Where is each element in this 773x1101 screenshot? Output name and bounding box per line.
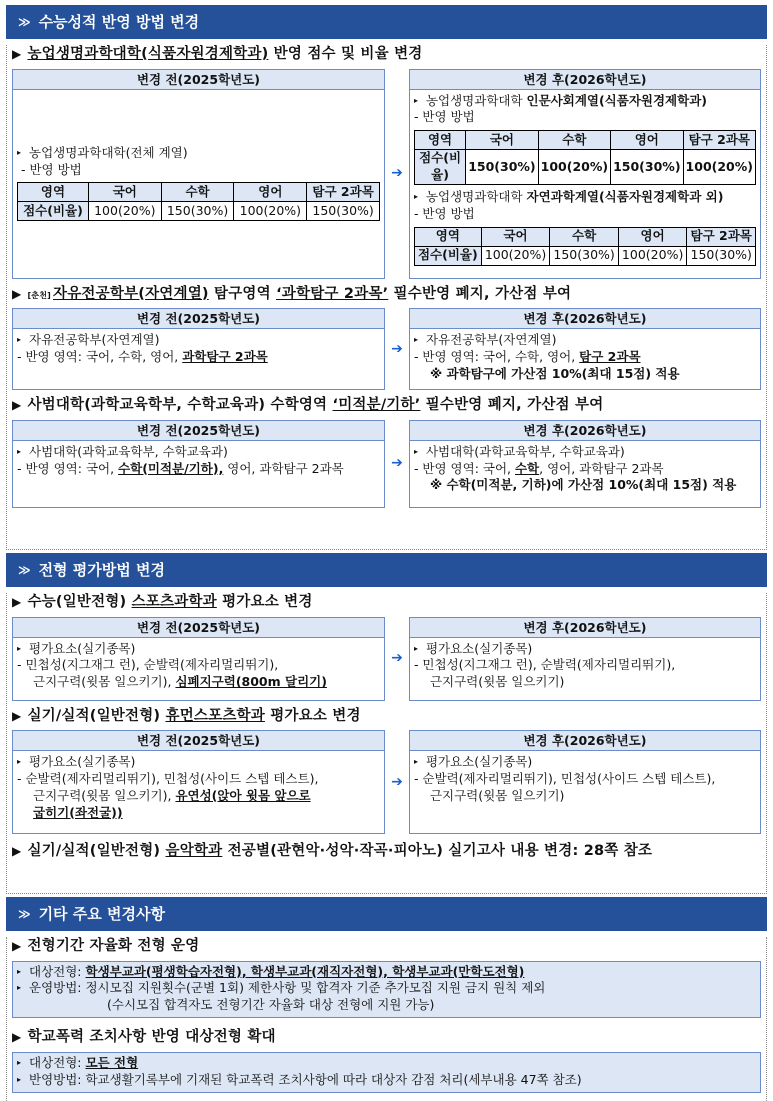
free-heading-dept: 자유전공학부(자연계열) — [53, 285, 209, 302]
violence-list — [12, 1052, 761, 1093]
bullet-icon: ▸ — [413, 757, 418, 767]
bullet-icon: ▸ — [413, 95, 418, 105]
table-cell: 100(20%) — [481, 246, 550, 265]
section-title: 전형 평가방법 변경 — [38, 560, 165, 579]
bullet-icon: ▸ — [17, 966, 22, 976]
bullet-icon: ▸ — [17, 446, 22, 456]
violence-l1-pre: 대상전형: — [29, 1054, 86, 1070]
violence-l2: 반영방법: 학교생활기록부에 기재된 학교폭력 조치사항에 따라 대상자 감점 처리(세부내용 47쪽 참조) — [29, 1071, 582, 1087]
table-header: 수학 — [161, 183, 234, 202]
agri-before-line2: - 반영 방법 — [21, 161, 82, 177]
human-before-l2: - 순발력(제자리멀리뛰기), 민첩성(사이드 스텝 테스트), — [17, 771, 319, 786]
section-evaluation — [6, 593, 767, 894]
bullet-line — [17, 1055, 756, 1072]
triangle-icon: ▶ — [12, 939, 22, 953]
triangle-icon: ▶ — [12, 1030, 22, 1045]
free-before-line1: 자유전공학부(자연계열) — [29, 332, 160, 348]
table-header-row — [18, 183, 380, 202]
table-row — [414, 246, 755, 265]
chevron-icon: ≫ — [18, 906, 31, 921]
sports-heading-post: 평가요소 변경 — [216, 594, 313, 610]
free-heading-mid: 탐구영역 — [208, 285, 277, 302]
before-header: 변경 전(2025학년도) — [13, 421, 384, 441]
section-banner-evaluation — [6, 553, 767, 587]
agri-after1-pre: 농업생명과학대학 — [425, 92, 527, 108]
sports-before-l1: 평가요소(실기종목) — [29, 640, 136, 656]
free-before-line2-u: 과학탐구 2과목 — [182, 349, 268, 364]
free-heading-post: 필수반영 폐지, 가산점 부여 — [388, 285, 572, 302]
sports-before-box — [12, 617, 385, 701]
free-after-line1: 자유전공학부(자연계열) — [425, 332, 557, 348]
violence-heading — [12, 1028, 761, 1048]
edu-before-line1: 사범대학(과학교육학부, 수학교육과) — [29, 443, 228, 459]
bullet-icon: ▸ — [17, 1074, 22, 1084]
before-header: 변경 전(2025학년도) — [13, 70, 384, 90]
bullet-line — [17, 145, 380, 162]
edu-after-line2 — [414, 461, 756, 478]
after-header: 변경 후(2026학년도) — [410, 70, 760, 90]
free-after-line2-u: 탐구 2과목 — [579, 349, 641, 364]
bullet-line — [17, 332, 380, 349]
table-cell: 150(30%) — [161, 202, 234, 221]
arrow-right-icon: ➔ — [391, 165, 403, 182]
table-header: 탐구 2과목 — [307, 183, 380, 202]
after-header: 변경 후(2026학년도) — [410, 421, 760, 441]
sports-after-l2: - 민첩성(지그재그 런), 순발력(제자리멀리뛰기), — [413, 657, 676, 673]
agri-before-box — [12, 69, 385, 279]
bullet-line — [414, 641, 756, 658]
agri-before-table — [17, 182, 380, 221]
bullet-icon: ▸ — [17, 147, 22, 157]
agri-compare — [12, 69, 761, 279]
triangle-icon: ▶ — [12, 286, 22, 301]
section-title: 수능성적 반영 방법 변경 — [38, 12, 200, 31]
table-cell: 점수(비율) — [414, 150, 465, 185]
agri-after1-sub: - 반영 방법 — [413, 109, 475, 125]
free-after-line2-pre: - 반영 영역: 국어, 수학, 영어, — [413, 349, 580, 364]
table-header: 영어 — [611, 131, 683, 150]
table-header: 국어 — [466, 131, 538, 150]
edu-after-line2-pre: - 반영 영역: 국어, — [413, 460, 515, 476]
bullet-icon: ▸ — [17, 757, 22, 767]
table-header: 수학 — [538, 131, 610, 150]
section-other — [6, 937, 767, 1101]
triangle-icon: ▶ — [12, 47, 22, 61]
table-cell: 100(20%) — [234, 202, 307, 221]
sports-after-body — [410, 638, 760, 700]
edu-before-line2-pre: - 반영 영역: 국어, — [17, 460, 119, 476]
after-header: 변경 후(2026학년도) — [410, 309, 760, 329]
edu-before-box — [12, 420, 385, 508]
human-after-box — [409, 730, 761, 834]
table-cell: 150(30%) — [611, 150, 683, 185]
after-header: 변경 후(2026학년도) — [410, 618, 760, 638]
bullet-icon: ▸ — [413, 192, 418, 202]
human-before-l4: 굽히기(좌전굴)) — [33, 804, 123, 820]
edu-compare — [12, 420, 761, 508]
table-cell: 점수(비율) — [414, 246, 481, 265]
table-cell: 100(20%) — [88, 202, 161, 221]
music-heading — [12, 842, 761, 862]
agri-after2-table — [414, 227, 756, 266]
table-header: 영역 — [18, 183, 89, 202]
section-title: 기타 주요 변경사항 — [38, 904, 165, 923]
edu-before-line2 — [17, 461, 380, 478]
human-compare — [12, 730, 761, 834]
sports-after-l1: 평가요소(실기종목) — [425, 640, 533, 656]
edu-after-box — [409, 420, 761, 508]
edu-before-body — [13, 441, 384, 507]
agri-before-line1: 농업생명과학대학(전체 계열) — [29, 144, 188, 160]
before-header: 변경 전(2025학년도) — [13, 309, 384, 329]
before-header: 변경 전(2025학년도) — [13, 618, 384, 638]
section-banner-score — [6, 5, 767, 39]
arrow-right-icon: ➔ — [391, 650, 403, 667]
edu-before-line2-post: 영어, 과학탐구 2과목 — [223, 460, 344, 476]
table-header: 영역 — [414, 227, 481, 246]
table-header: 탐구 2과목 — [683, 131, 755, 150]
bullet-line — [414, 332, 756, 349]
free-heading-subject: ‘과학탐구 2과목’ — [276, 285, 389, 302]
period-l2: 운영방법: 정시모집 지원횟수(군별 1회) 제한사항 및 합격자 기준 추가모집 지원 금지 원칙 제외 — [29, 980, 546, 996]
bullet-line — [17, 1072, 756, 1089]
table-cell: 100(20%) — [618, 246, 687, 265]
edu-after-body — [410, 441, 760, 507]
agri-after2-bold: 자연과학계열(식품자원경제학과 외) — [526, 189, 724, 205]
triangle-icon: ▶ — [12, 398, 22, 413]
sports-compare — [12, 617, 761, 701]
free-before-line2-pre: - 반영 영역: 국어, 수학, 영어, — [17, 349, 183, 364]
before-header: 변경 전(2025학년도) — [13, 731, 384, 751]
table-header: 영어 — [618, 227, 687, 246]
bullet-icon: ▸ — [413, 446, 418, 456]
after-header: 변경 후(2026학년도) — [410, 731, 760, 751]
free-after-note: ※ 과학탐구에 가산점 10%(최대 15점) 적용 — [429, 365, 680, 381]
human-after-l1: 평가요소(실기종목) — [425, 754, 533, 770]
free-before-body — [13, 329, 384, 389]
table-cell: 150(30%) — [550, 246, 619, 265]
sports-heading-pre: 수능(일반전형) — [27, 594, 132, 610]
section-banner-other — [6, 897, 767, 931]
table-cell: 150(30%) — [466, 150, 538, 185]
edu-after-line2-post: , 영어, 과학탐구 2과목 — [539, 460, 664, 476]
human-before-l3-u: 유연성(앉아 윗몸 앞으로 — [175, 787, 311, 803]
sports-heading — [12, 593, 761, 613]
bullet-line — [17, 754, 380, 771]
edu-heading-subject: ‘미적분/기하’ — [332, 397, 421, 414]
agri-after2-pre: 농업생명과학대학 — [425, 189, 527, 205]
music-heading-pre: 실기/실적(일반전형) — [27, 843, 166, 860]
period-list — [12, 961, 761, 1019]
sports-after-l3: 근지구력(윗몸 일으키기) — [429, 674, 565, 690]
table-header-row — [414, 131, 755, 150]
human-after-l2: - 순발력(제자리멀리뛰기), 민첩성(사이드 스텝 테스트), — [413, 771, 716, 786]
table-cell: 150(30%) — [307, 202, 380, 221]
table-header: 국어 — [481, 227, 550, 246]
human-before-box — [12, 730, 385, 834]
arrow-right-icon: ➔ — [391, 340, 403, 357]
bullet-icon: ▸ — [17, 1057, 22, 1067]
bullet-icon: ▸ — [17, 643, 22, 653]
agri-heading-dept: 농업생명과학대학(식품자원경제학과) — [27, 46, 269, 62]
bullet-line — [17, 641, 380, 658]
sports-before-body — [13, 638, 384, 700]
table-header: 탐구 2과목 — [687, 227, 756, 246]
bullet-line — [414, 189, 756, 206]
bullet-line — [414, 754, 756, 771]
violence-l1-u: 모든 전형 — [85, 1054, 139, 1070]
human-after-l3: 근지구력(윗몸 일으키기) — [429, 787, 565, 803]
triangle-icon: ▶ — [12, 595, 22, 609]
chevron-icon: ≫ — [18, 14, 31, 29]
agri-heading-text: 반영 점수 및 비율 변경 — [268, 46, 423, 62]
agri-after-body — [410, 90, 760, 278]
chevron-icon: ≫ — [18, 562, 31, 577]
bullet-icon: ▸ — [413, 643, 418, 653]
bullet-line — [17, 980, 756, 997]
human-heading-dept: 휴먼스포츠학과 — [165, 707, 265, 724]
table-header-row — [414, 227, 755, 246]
human-before-l3 — [17, 788, 380, 805]
agri-heading — [12, 45, 761, 65]
agri-after-box — [409, 69, 761, 279]
human-after-body — [410, 751, 760, 833]
bullet-line — [414, 93, 756, 110]
free-heading — [12, 285, 761, 305]
edu-heading-post: 필수반영 폐지, 가산점 부여 — [420, 397, 604, 414]
table-cell: 점수(비율) — [18, 202, 89, 221]
human-heading-post: 평가요소 변경 — [264, 707, 361, 724]
human-before-l3-pre: 근지구력(윗몸 일으키기), — [33, 787, 176, 803]
sports-before-l3-pre: 근지구력(윗몸 일으키기), — [33, 674, 176, 690]
edu-after-note: ※ 수학(미적분, 기하)에 가산점 10%(최대 15점) 적용 — [429, 477, 737, 493]
bullet-icon: ▸ — [17, 983, 22, 993]
triangle-icon: ▶ — [12, 844, 22, 859]
campus-tag: [춘천] — [27, 290, 52, 300]
sports-before-l2: - 민첩성(지그재그 런), 순발력(제자리멀리뛰기), — [17, 657, 279, 673]
bullet-icon: ▸ — [413, 335, 418, 345]
edu-after-line2-u: 수학 — [514, 460, 540, 476]
edu-before-line2-u: 수학(미적분/기하), — [118, 460, 224, 476]
table-header: 영어 — [234, 183, 307, 202]
agri-after1-table — [414, 130, 756, 185]
free-after-body — [410, 329, 760, 389]
agri-before-body — [13, 90, 384, 278]
period-l3: (수시모집 합격자도 전형기간 자율화 대상 전형에 지원 가능) — [107, 997, 435, 1013]
table-row — [18, 202, 380, 221]
human-heading — [12, 707, 761, 727]
table-cell: 100(20%) — [538, 150, 610, 185]
bullet-icon: ▸ — [17, 335, 22, 345]
section-score — [6, 45, 767, 550]
edu-after-line1: 사범대학(과학교육학부, 수학교육과) — [425, 443, 625, 459]
bullet-line — [17, 444, 380, 461]
table-row — [414, 150, 755, 185]
human-before-l1: 평가요소(실기종목) — [29, 754, 136, 770]
table-header: 국어 — [88, 183, 161, 202]
bullet-line — [414, 444, 756, 461]
music-heading-post: 전공별(관현악·성악·작곡·피아노) 실기고사 내용 변경: 28쪽 참조 — [222, 843, 653, 860]
violence-heading-text: 학교폭력 조치사항 반영 대상전형 확대 — [27, 1029, 276, 1046]
free-before-box — [12, 308, 385, 390]
sports-before-l3-u: 심폐지구력(800m 달리기) — [175, 674, 327, 690]
sports-heading-dept: 스포츠과학과 — [131, 594, 217, 610]
arrow-right-icon: ➔ — [391, 455, 403, 472]
sports-before-l3 — [17, 674, 380, 691]
period-heading-text: 전형기간 자율화 전형 운영 — [27, 938, 200, 954]
table-header: 영역 — [414, 131, 465, 150]
sports-after-box — [409, 617, 761, 701]
human-before-body — [13, 751, 384, 833]
edu-heading-pre: 사범대학(과학교육학부, 수학교육과) 수학영역 — [27, 397, 333, 414]
bullet-line — [17, 964, 756, 981]
free-after-box — [409, 308, 761, 390]
agri-after2-sub: - 반영 방법 — [413, 205, 475, 221]
period-l1-pre: 대상전형: — [29, 963, 86, 979]
agri-after1-bold: 인문사회계열(식품자원경제학과) — [526, 92, 707, 108]
table-cell: 100(20%) — [683, 150, 755, 185]
period-l1-u: 학생부교과(평생학습자전형), 학생부교과(재직자전형), 학생부교과(만학도전형) — [85, 963, 525, 979]
free-compare — [12, 308, 761, 390]
table-header: 수학 — [550, 227, 619, 246]
triangle-icon: ▶ — [12, 708, 22, 723]
free-before-line2 — [17, 349, 380, 366]
music-heading-dept: 음악학과 — [165, 843, 223, 860]
period-heading — [12, 937, 761, 957]
free-after-line2 — [414, 349, 756, 366]
table-cell: 150(30%) — [687, 246, 756, 265]
human-heading-pre: 실기/실적(일반전형) — [27, 707, 166, 724]
arrow-right-icon: ➔ — [391, 773, 403, 790]
edu-heading — [12, 396, 761, 416]
